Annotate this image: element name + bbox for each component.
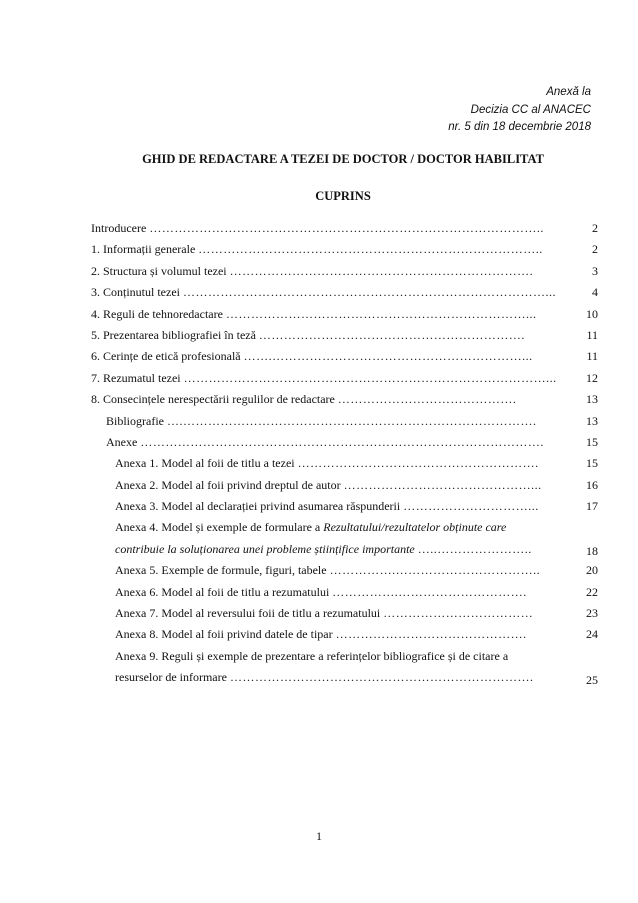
toc-entry-title: 3. Conținutul tezei [91,285,180,300]
toc-entry-title-line2: contribuie la soluționarea unei probleme științifice importante [115,541,415,556]
toc-page-number: 10 [586,306,598,321]
toc-dots: …………………………………………………. [297,456,539,471]
toc-entry[interactable] [88,603,598,624]
toc-page-number: 13 [586,413,598,428]
toc-dots: ……………………………………………………………………………………. [140,434,544,449]
toc-dots: ……………………………… [383,606,534,621]
toc-entry[interactable] [88,346,598,367]
toc-page-number: 11 [586,349,598,364]
toc-dots: …….……………………………………………………... [243,349,533,364]
toc-entry-title: 2. Structura și volumul tezei [91,263,227,278]
toc-entry[interactable] [88,411,598,432]
toc-entry[interactable] [88,304,598,325]
annex-line-2: Decizia CC al ANACEC [470,103,591,116]
toc-dots: ………………………………………………………………... [225,306,537,321]
toc-dots: ………………………………………………………………………………….. [149,221,544,235]
annex-line-1: Anexă la [546,86,591,98]
toc-page-number: 3 [592,263,598,278]
toc-dots: ……………………………………………………………………………... [183,370,557,385]
annex-header [448,84,591,137]
toc-entry-title: Anexa 5. Exemple de formule, figuri, tabele [115,563,327,578]
toc-entry-title-line2: resurselor de informare [115,670,227,685]
toc-heading: CUPRINS [315,189,371,203]
toc-entry-title: Bibliografie [106,413,164,428]
toc-entry[interactable] [88,517,598,560]
toc-dots: …………….…………………………. [332,584,527,599]
toc-entry[interactable] [88,282,598,303]
toc-entry[interactable] [88,496,598,517]
toc-page-number: 18 [586,544,598,559]
toc-page-number: 23 [586,606,598,621]
toc-entry-title: 5. Prezentarea bibliografiei în teză [91,327,256,342]
toc-dots: …..………………….. [417,541,532,556]
toc-entry[interactable] [88,582,598,603]
toc-dots: ……………………………………………………………………….. [198,242,543,257]
toc-entry-title: 7. Rezumatul tezei [91,370,181,385]
toc-entry-title: Anexa 9. Reguli și exemple de prezentare a referințelor bibliografice și de citare a [115,648,509,663]
toc-entry[interactable] [88,453,598,474]
toc-entry[interactable] [88,261,598,282]
toc-page-number: 11 [586,327,598,342]
toc-entry[interactable] [88,432,598,453]
toc-page-number: 2 [592,221,598,235]
toc-dots: ………………………………………... [343,477,542,492]
toc-entry-title: Anexa 4. Model și exemple de formulare a [115,520,324,535]
toc-entry-title: Anexa 3. Model al declarației privind asumarea răspunderii [115,499,401,514]
toc-entry[interactable] [88,389,598,410]
toc-entry[interactable] [88,218,598,239]
toc-entry-title: Anexa 1. Model al foii de titlu a tezei [115,456,295,471]
toc-page-number: 25 [586,672,598,687]
page-number: 1 [316,829,322,843]
toc-entry[interactable] [88,239,598,260]
toc-page-number: 24 [586,627,598,642]
toc-entry-title: 4. Reguli de tehnoredactare [91,306,223,321]
toc-page-number: 4 [592,285,598,300]
toc-dots: ………………………………………………………………. [229,670,534,685]
toc-dots: ………………………………………………………. [258,327,525,342]
toc-dots: ………………………………………. [335,627,527,642]
toc-dots: ……………………………………………………………………………... [183,285,556,300]
toc-entry-title: Anexa 6. Model al foii de titlu a rezumatului [115,584,330,599]
annex-line-3: nr. 5 din 18 decembrie 2018 [448,121,591,133]
toc-page-number: 15 [586,434,598,449]
toc-dots: …………………………... [403,499,539,514]
toc-page-number: 22 [586,584,598,599]
toc-entry-title: Anexa 8. Model al foii privind datele de tipar [115,627,333,642]
toc-page-number: 15 [586,456,598,471]
toc-entry-title: 8. Consecințele nerespectării regulilor de redactare [91,392,335,407]
toc-page-number: 20 [586,563,598,578]
toc-entry-title-italic: Rezultatului/rezultatelor obținute care [323,520,507,535]
toc-entry-title: Anexa 7. Model al reversului foii de titlu a rezumatului [115,606,381,621]
toc-dots: ….…………………………………………………………………………. [166,413,537,428]
document-title: GHID DE REDACTARE A TEZEI DE DOCTOR / DOCTOR HABILITAT [142,152,544,166]
toc-entry[interactable] [88,475,598,496]
toc-entry-title: 1. Informații generale [91,242,196,257]
toc-entry-title: Introducere [91,221,147,235]
toc-entry-title: Anexa 2. Model al foii privind dreptul de autor [115,477,341,492]
toc-entry-title: Anexe [106,434,138,449]
toc-dots: …………….…………………………….. [329,563,541,578]
table-of-contents [88,218,598,689]
toc-entry[interactable] [88,368,598,389]
toc-page-number: 17 [586,499,598,514]
toc-entry-title: 6. Cerințe de etică profesională [91,349,241,364]
toc-page-number: 13 [586,392,598,407]
toc-dots: ……………………………………. [337,392,517,407]
toc-dots: ………………………………………………………………. [229,263,534,278]
toc-page-number: 2 [592,242,598,257]
toc-page-number: 12 [586,370,598,385]
toc-entry[interactable] [88,646,598,689]
toc-entry[interactable] [88,560,598,581]
toc-page-number: 16 [586,477,598,492]
toc-entry[interactable] [88,624,598,645]
toc-entry[interactable] [88,325,598,346]
